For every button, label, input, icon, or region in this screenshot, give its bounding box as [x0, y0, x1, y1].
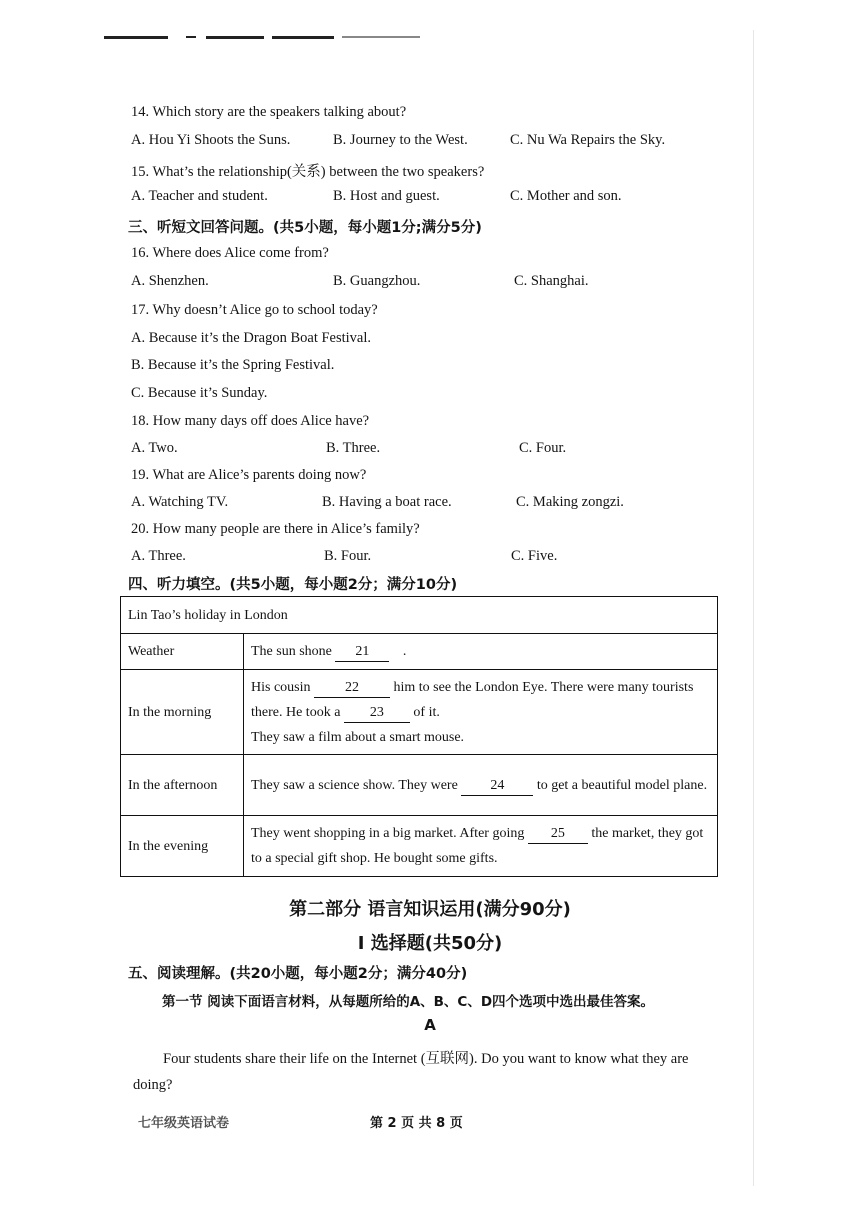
row-content [244, 755, 718, 816]
question-stem: 20. How many people are there in Alice’s family? [131, 521, 420, 537]
option: C. Mother and son. [510, 188, 622, 204]
table-row [121, 816, 718, 877]
option: A. Two. [131, 440, 178, 456]
table-row [121, 634, 718, 670]
answer-blank-23: 23 [344, 704, 410, 723]
option: A. Hou Yi Shoots the Suns. [131, 132, 291, 148]
row-text: They went shopping in a big market. After going [251, 826, 525, 841]
scan-mark [272, 36, 334, 39]
row-text: of it. [413, 704, 440, 720]
scan-mark [186, 36, 196, 38]
scan-mark [104, 36, 168, 39]
row-content [244, 816, 718, 877]
passage-letter: A [424, 1016, 436, 1034]
option: A. Teacher and student. [131, 188, 268, 204]
row-content [244, 634, 718, 670]
question-stem: 17. Why doesn’t Alice go to school today? [131, 302, 378, 318]
row-label: In the morning [121, 670, 244, 755]
option: A. Watching TV. [131, 494, 229, 510]
listening-table [120, 596, 718, 877]
row-text: him to see the London Eye. There were many tourists there. He took a [251, 679, 694, 720]
row-text: They saw a film about a smart mouse. [251, 729, 465, 745]
subpart-title: I 选择题(共50分) [357, 933, 503, 954]
option: A. Because it’s the Dragon Boat Festival. [131, 330, 372, 346]
question-stem: 14. Which story are the speakers talking about? [131, 104, 407, 120]
option: B. Having a boat race. [322, 494, 452, 510]
footer-subject: 七年级英语试卷 [138, 1116, 230, 1131]
table-row [121, 670, 718, 755]
passage-intro: Four students share their life on the Internet (互联网). Do you want to know what they are doing? [133, 1051, 689, 1093]
row-text: to get a beautiful model plane. [536, 777, 708, 793]
option: C. Making zongzi. [516, 494, 624, 510]
option: A. Three. [131, 548, 186, 564]
row-text: the market, they got to a special gift shop. He bought some gifts. [251, 826, 704, 866]
row-text: The sun shone [251, 644, 332, 659]
row-label: In the evening [121, 816, 244, 877]
option: B. Guangzhou. [333, 273, 421, 289]
answer-blank-25: 25 [528, 825, 588, 844]
page-edge [753, 30, 754, 1186]
option: B. Host and guest. [333, 188, 440, 204]
option: C. Five. [511, 548, 558, 564]
section-heading: 三、听短文回答问题。(共5小题，每小题1分;满分5分) [128, 220, 482, 236]
row-text: His cousin [251, 679, 311, 695]
question-stem: 18. How many days off does Alice have? [131, 413, 370, 429]
row-label: Weather [121, 634, 244, 670]
option: C. Shanghai. [514, 273, 589, 289]
answer-blank-21: 21 [335, 643, 389, 662]
answer-blank-24: 24 [461, 777, 533, 796]
row-label: In the afternoon [121, 755, 244, 816]
section-heading: 四、听力填空。(共5小题，每小题2分；满分10分) [128, 577, 458, 593]
row-content [244, 670, 718, 755]
option: B. Because it’s the Spring Festival. [131, 357, 335, 373]
option: B. Journey to the West. [333, 132, 468, 148]
part-title: 第二部分 语言知识运用(满分90分) [289, 899, 571, 920]
option: C. Nu Wa Repairs the Sky. [510, 132, 666, 148]
answer-blank-22: 22 [314, 679, 390, 698]
section-subheading: 第一节 阅读下面语言材料，从每题所给的A、B、C、D四个选项中选出最佳答案。 [162, 994, 655, 1010]
question-stem: 19. What are Alice’s parents doing now? [131, 467, 367, 483]
section-heading: 五、阅读理解。(共20小题，每小题2分；满分40分) [128, 966, 468, 982]
option: C. Because it’s Sunday. [131, 385, 268, 401]
option: C. Four. [519, 440, 567, 456]
page-number: 第 2 页 共 8 页 [370, 1116, 463, 1131]
table-row [121, 755, 718, 816]
option: B. Three. [326, 440, 381, 456]
row-text: They saw a science show. They were [251, 777, 458, 793]
option: A. Shenzhen. [131, 273, 209, 289]
row-text: . [402, 644, 407, 659]
scan-mark [342, 36, 420, 38]
question-stem: 16. Where does Alice come from? [131, 245, 329, 261]
question-stem: 15. What’s the relationship(关系) between the two speakers? [131, 164, 485, 180]
scan-mark [206, 36, 264, 39]
table-title: Lin Tao’s holiday in London [121, 597, 718, 634]
option: B. Four. [324, 548, 372, 564]
